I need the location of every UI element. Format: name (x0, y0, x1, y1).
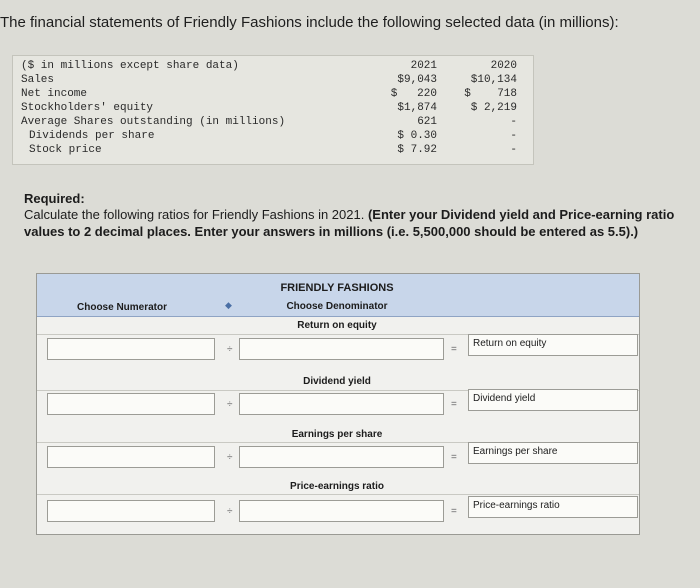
row-label-shares: Average Shares outstanding (in millions) (21, 116, 286, 128)
required-title: Required: (24, 191, 85, 206)
row-label-equity: Stockholders' equity (21, 102, 154, 114)
equals-symbol: = (451, 399, 457, 410)
row-value-shares-2021: 621 (417, 116, 437, 128)
row-value-net-income-2020: $ 718 (464, 88, 517, 100)
dividend-yield-numerator-field[interactable] (47, 393, 215, 415)
pe-numerator-field[interactable] (47, 500, 215, 522)
row-value-sales-2021: $9,043 (397, 74, 437, 86)
row-value-dividends-2020: - (510, 130, 517, 142)
ratio-worksheet (36, 273, 640, 535)
row-label-sales: Sales (21, 74, 55, 86)
row-value-equity-2020: $ 2,219 (470, 102, 517, 114)
row-label-net-income: Net income (21, 88, 88, 100)
row-value-equity-2021: $1,874 (397, 102, 437, 114)
divide-symbol: ÷ (227, 399, 233, 410)
equals-symbol: = (451, 506, 457, 517)
table-header-2021: 2021 (410, 60, 437, 72)
row-value-stock-price-2021: $ 7.92 (397, 144, 437, 156)
divide-symbol: ÷ (227, 452, 233, 463)
denominator-header: Choose Denominator (286, 301, 388, 312)
required-intro: Calculate the following ratios for Friendly Fashions in 2021. (24, 207, 368, 222)
row-value-stock-price-2020: - (510, 144, 517, 156)
dividend-yield-denominator-field[interactable] (239, 393, 444, 415)
roe-denominator-field[interactable] (239, 338, 444, 360)
required-instruction: (Enter your Dividend yield and Price-earning ratio values to 2 decimal places. Enter your answers in millions (i.e. 5,500,000 should be entered as 5.5).) (24, 207, 675, 239)
divide-symbol: ÷ (227, 344, 233, 355)
sort-arrows-icon: ◆ (225, 300, 232, 310)
table-header-2020: 2020 (490, 60, 517, 72)
section-label-price-earnings: Price-earnings ratio (290, 481, 384, 492)
pe-denominator-field[interactable] (239, 500, 444, 522)
row-value-shares-2020: - (510, 116, 517, 128)
eps-denominator-field[interactable] (239, 446, 444, 468)
row-label-stock-price: Stock price (29, 144, 102, 156)
section-label-dividend-yield: Dividend yield (303, 376, 371, 387)
equals-symbol: = (451, 452, 457, 463)
row-value-dividends-2021: $ 0.30 (397, 130, 437, 142)
divide-symbol: ÷ (227, 506, 233, 517)
worksheet-company-title: FRIENDLY FASHIONS (280, 282, 394, 294)
table-header-label: ($ in millions except share data) (21, 60, 239, 72)
data-table (12, 55, 534, 165)
row-label-dividends: Dividends per share (29, 130, 155, 142)
dividend-yield-result-label: Dividend yield (468, 389, 638, 411)
row-value-sales-2020: $10,134 (470, 74, 517, 86)
required-instructions (24, 207, 694, 240)
section-label-earnings-per-share: Earnings per share (291, 429, 383, 440)
section-label-return-on-equity: Return on equity (297, 320, 377, 331)
pe-result-label: Price-earnings ratio (468, 496, 638, 518)
equals-symbol: = (451, 344, 457, 355)
row-value-net-income-2021: $ 220 (390, 88, 437, 100)
eps-result-label: Earnings per share (468, 442, 638, 464)
divider (37, 494, 639, 495)
roe-numerator-field[interactable] (47, 338, 215, 360)
numerator-header: Choose Numerator (77, 302, 168, 313)
problem-heading: The financial statements of Friendly Fashions include the following selected data (in millions): (0, 14, 619, 31)
eps-numerator-field[interactable] (47, 446, 215, 468)
roe-result-label: Return on equity (468, 334, 638, 356)
